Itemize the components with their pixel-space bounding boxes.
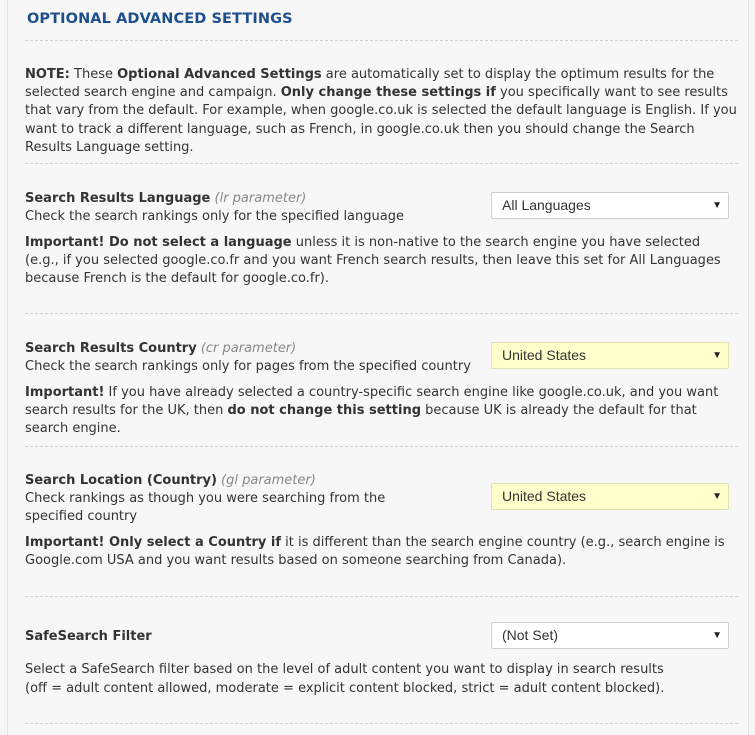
location-select[interactable]: United States ▼	[491, 483, 729, 510]
country-setting-desc: Check the search rankings only for pages from the specified country	[25, 359, 471, 374]
divider	[25, 313, 738, 314]
language-important-note: Important! Do not select a language unless it is non-native to the search engine you have selected (e.g., if you selected google.co.fr and you want French search results, then leave this set for All Languages because French is the default for google.co.fr).	[25, 235, 721, 287]
section-title: OPTIONAL ADVANCED SETTINGS	[27, 11, 293, 27]
country-select[interactable]: United States ▼	[491, 342, 729, 369]
country-setting-label: Search Results Country (cr parameter)	[25, 341, 297, 356]
safesearch-select[interactable]: (Not Set) ▼	[491, 622, 729, 649]
country-important-note: Important! If you have already selected a country-specific search engine like google.co.uk, and you want search results for the UK, then do not change this setting because UK is already the default for that search engine.	[25, 385, 719, 437]
location-important-note: Important! Only select a Country if it is different than the search engine country (e.g., search engine is Google.com USA and you want results based on someone searching from Canada).	[25, 535, 725, 569]
language-setting-label: Search Results Language (lr parameter)	[25, 191, 307, 206]
divider	[25, 723, 738, 724]
divider	[25, 446, 738, 447]
advanced-settings-panel	[7, 0, 749, 735]
location-setting-label: Search Location (Country) (gl parameter)	[25, 473, 316, 488]
safesearch-desc-levels: (off = adult content allowed, moderate = explicit content blocked, strict = adult content blocked).	[25, 681, 665, 696]
note-text: NOTE: These Optional Advanced Settings are automatically set to display the optimum results for the selected search engine and campaign. Only change these settings if you specifically want to see results that vary from the default. For example, when google.co.uk is selected the default language is English. If you want to track a different language, such as French, in google.co.uk then you should change the Search Results Language setting.	[25, 67, 737, 155]
divider	[25, 40, 738, 41]
triangle-down-icon: ▼	[712, 630, 722, 641]
divider	[25, 163, 738, 164]
triangle-down-icon: ▼	[712, 200, 722, 211]
divider	[25, 596, 738, 597]
language-select[interactable]: All Languages ▼	[491, 192, 729, 219]
safesearch-desc: Select a SafeSearch filter based on the level of adult content you want to display in search results	[25, 662, 664, 677]
safesearch-label: SafeSearch Filter	[25, 629, 152, 644]
location-setting-desc: Check rankings as though you were searching from the specified country	[25, 491, 386, 525]
triangle-down-icon: ▼	[712, 491, 722, 502]
triangle-down-icon: ▼	[712, 350, 722, 361]
language-setting-desc: Check the search rankings only for the specified language	[25, 209, 404, 224]
